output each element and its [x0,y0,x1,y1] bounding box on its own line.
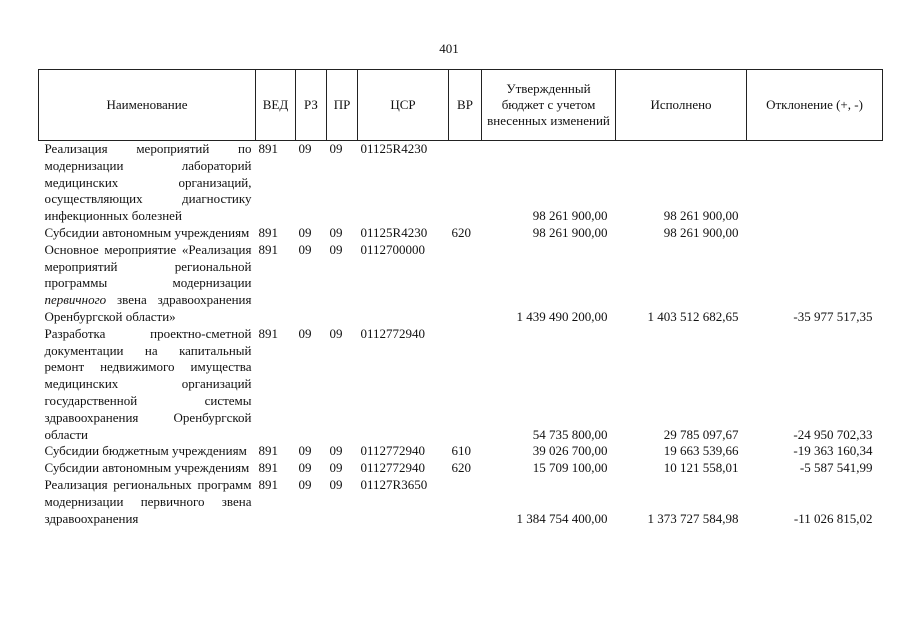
row-csr: 0112772940 [360,325,426,341]
row-approved: 39 026 700,00 [532,443,608,459]
row-ved: 891 [258,476,278,492]
row-vr: 610 [451,443,471,459]
row-approved: 15 709 100,00 [532,460,608,476]
row-approved: 98 261 900,00 [532,208,608,224]
row-pr: 09 [329,325,343,341]
row-ved: 891 [258,141,278,156]
row-csr: 0112772940 [360,443,426,459]
row-ved: 891 [258,241,278,257]
row-vr: 620 [451,224,471,240]
row-approved: 1 439 490 200,00 [516,308,608,324]
row-vr [449,242,482,326]
header-name: Наименование [39,70,256,141]
table-body [39,141,883,528]
row-vr [449,477,482,527]
row-approved: 54 735 800,00 [532,426,608,442]
row-pr: 09 [329,443,343,459]
row-executed: 1 403 512 682,65 [647,308,739,324]
table-row [39,326,883,444]
table-row [39,225,883,242]
header-vr: ВР [449,70,482,141]
table-row [39,460,883,477]
row-ved: 891 [258,460,278,476]
row-rz: 09 [298,460,312,476]
row-pr: 09 [329,460,343,476]
row-pr: 09 [329,141,343,156]
row-approved: 1 384 754 400,00 [516,510,608,526]
row-vr [449,326,482,444]
row-rz: 09 [298,224,312,240]
header-ved: ВЕД [256,70,296,141]
row-name [39,242,256,326]
row-csr: 01127R3650 [360,476,428,492]
row-executed: 19 663 539,66 [663,443,739,459]
table-header [39,70,883,141]
header-deviation: Отклонение (+, -) [747,70,883,141]
row-rz: 09 [298,141,312,156]
row-name: Субсидии автономным учреждениям [44,460,250,476]
table-row [39,477,883,527]
header-csr: ЦСР [358,70,449,141]
row-name-part-italic: первичного [44,292,107,308]
row-name: Реализация региональных программ модернизации первичного звена здравоохранения [44,476,252,526]
table-row [39,141,883,225]
row-executed: 29 785 097,67 [663,426,739,442]
row-executed: 10 121 558,01 [663,460,739,476]
row-name: Субсидии автономным учреждениям [44,224,250,240]
row-executed: 98 261 900,00 [663,208,739,224]
row-csr: 01125R4230 [360,224,428,240]
header-pr: ПР [327,70,358,141]
row-name: Разработка проектно-сметной документации на капитальный ремонт недвижимого имущества медицинских организаций государственной системы здравоохранения Оренбургской области [44,325,252,442]
header-approved: Утвержденный бюджет с учетом внесенных изменений [482,70,616,141]
row-pr: 09 [329,224,343,240]
budget-table [38,69,883,527]
row-rz: 09 [298,325,312,341]
row-vr [449,141,482,225]
row-deviation: -19 363 160,34 [793,443,873,459]
row-csr: 01125R4230 [360,141,428,156]
row-rz: 09 [298,443,312,459]
row-executed: 98 261 900,00 [663,224,739,240]
row-rz: 09 [298,241,312,257]
row-ved: 891 [258,325,278,341]
row-vr: 620 [451,460,471,476]
row-ved: 891 [258,443,278,459]
row-pr: 09 [329,241,343,257]
row-name-part: Основное мероприятие «Реализация мероприятий региональной программы модернизации [44,241,252,291]
row-deviation: -5 587 541,99 [799,460,873,476]
row-name: Реализация мероприятий по модернизации лабораторий медицинских организаций, осуществляющих диагностику инфекционных болезней [44,141,252,224]
page-number: 401 [439,41,459,56]
row-csr: 0112700000 [360,241,426,257]
row-executed: 1 373 727 584,98 [647,510,739,526]
row-pr: 09 [329,476,343,492]
row-rz: 09 [298,476,312,492]
row-ved: 891 [258,224,278,240]
row-deviation [747,141,883,225]
table-row [39,242,883,326]
table-row [39,443,883,460]
row-deviation: -11 026 815,02 [793,510,873,526]
row-approved: 98 261 900,00 [532,224,608,240]
row-deviation [747,225,883,242]
row-deviation: -35 977 517,35 [793,308,873,324]
row-deviation: -24 950 702,33 [793,426,873,442]
row-name: Субсидии бюджетным учреждениям [44,443,247,459]
header-executed: Исполнено [616,70,747,141]
header-rz: РЗ [296,70,327,141]
row-csr: 0112772940 [360,460,426,476]
row-name-part: звена здравоохранения Оренбургской области» [44,292,252,324]
